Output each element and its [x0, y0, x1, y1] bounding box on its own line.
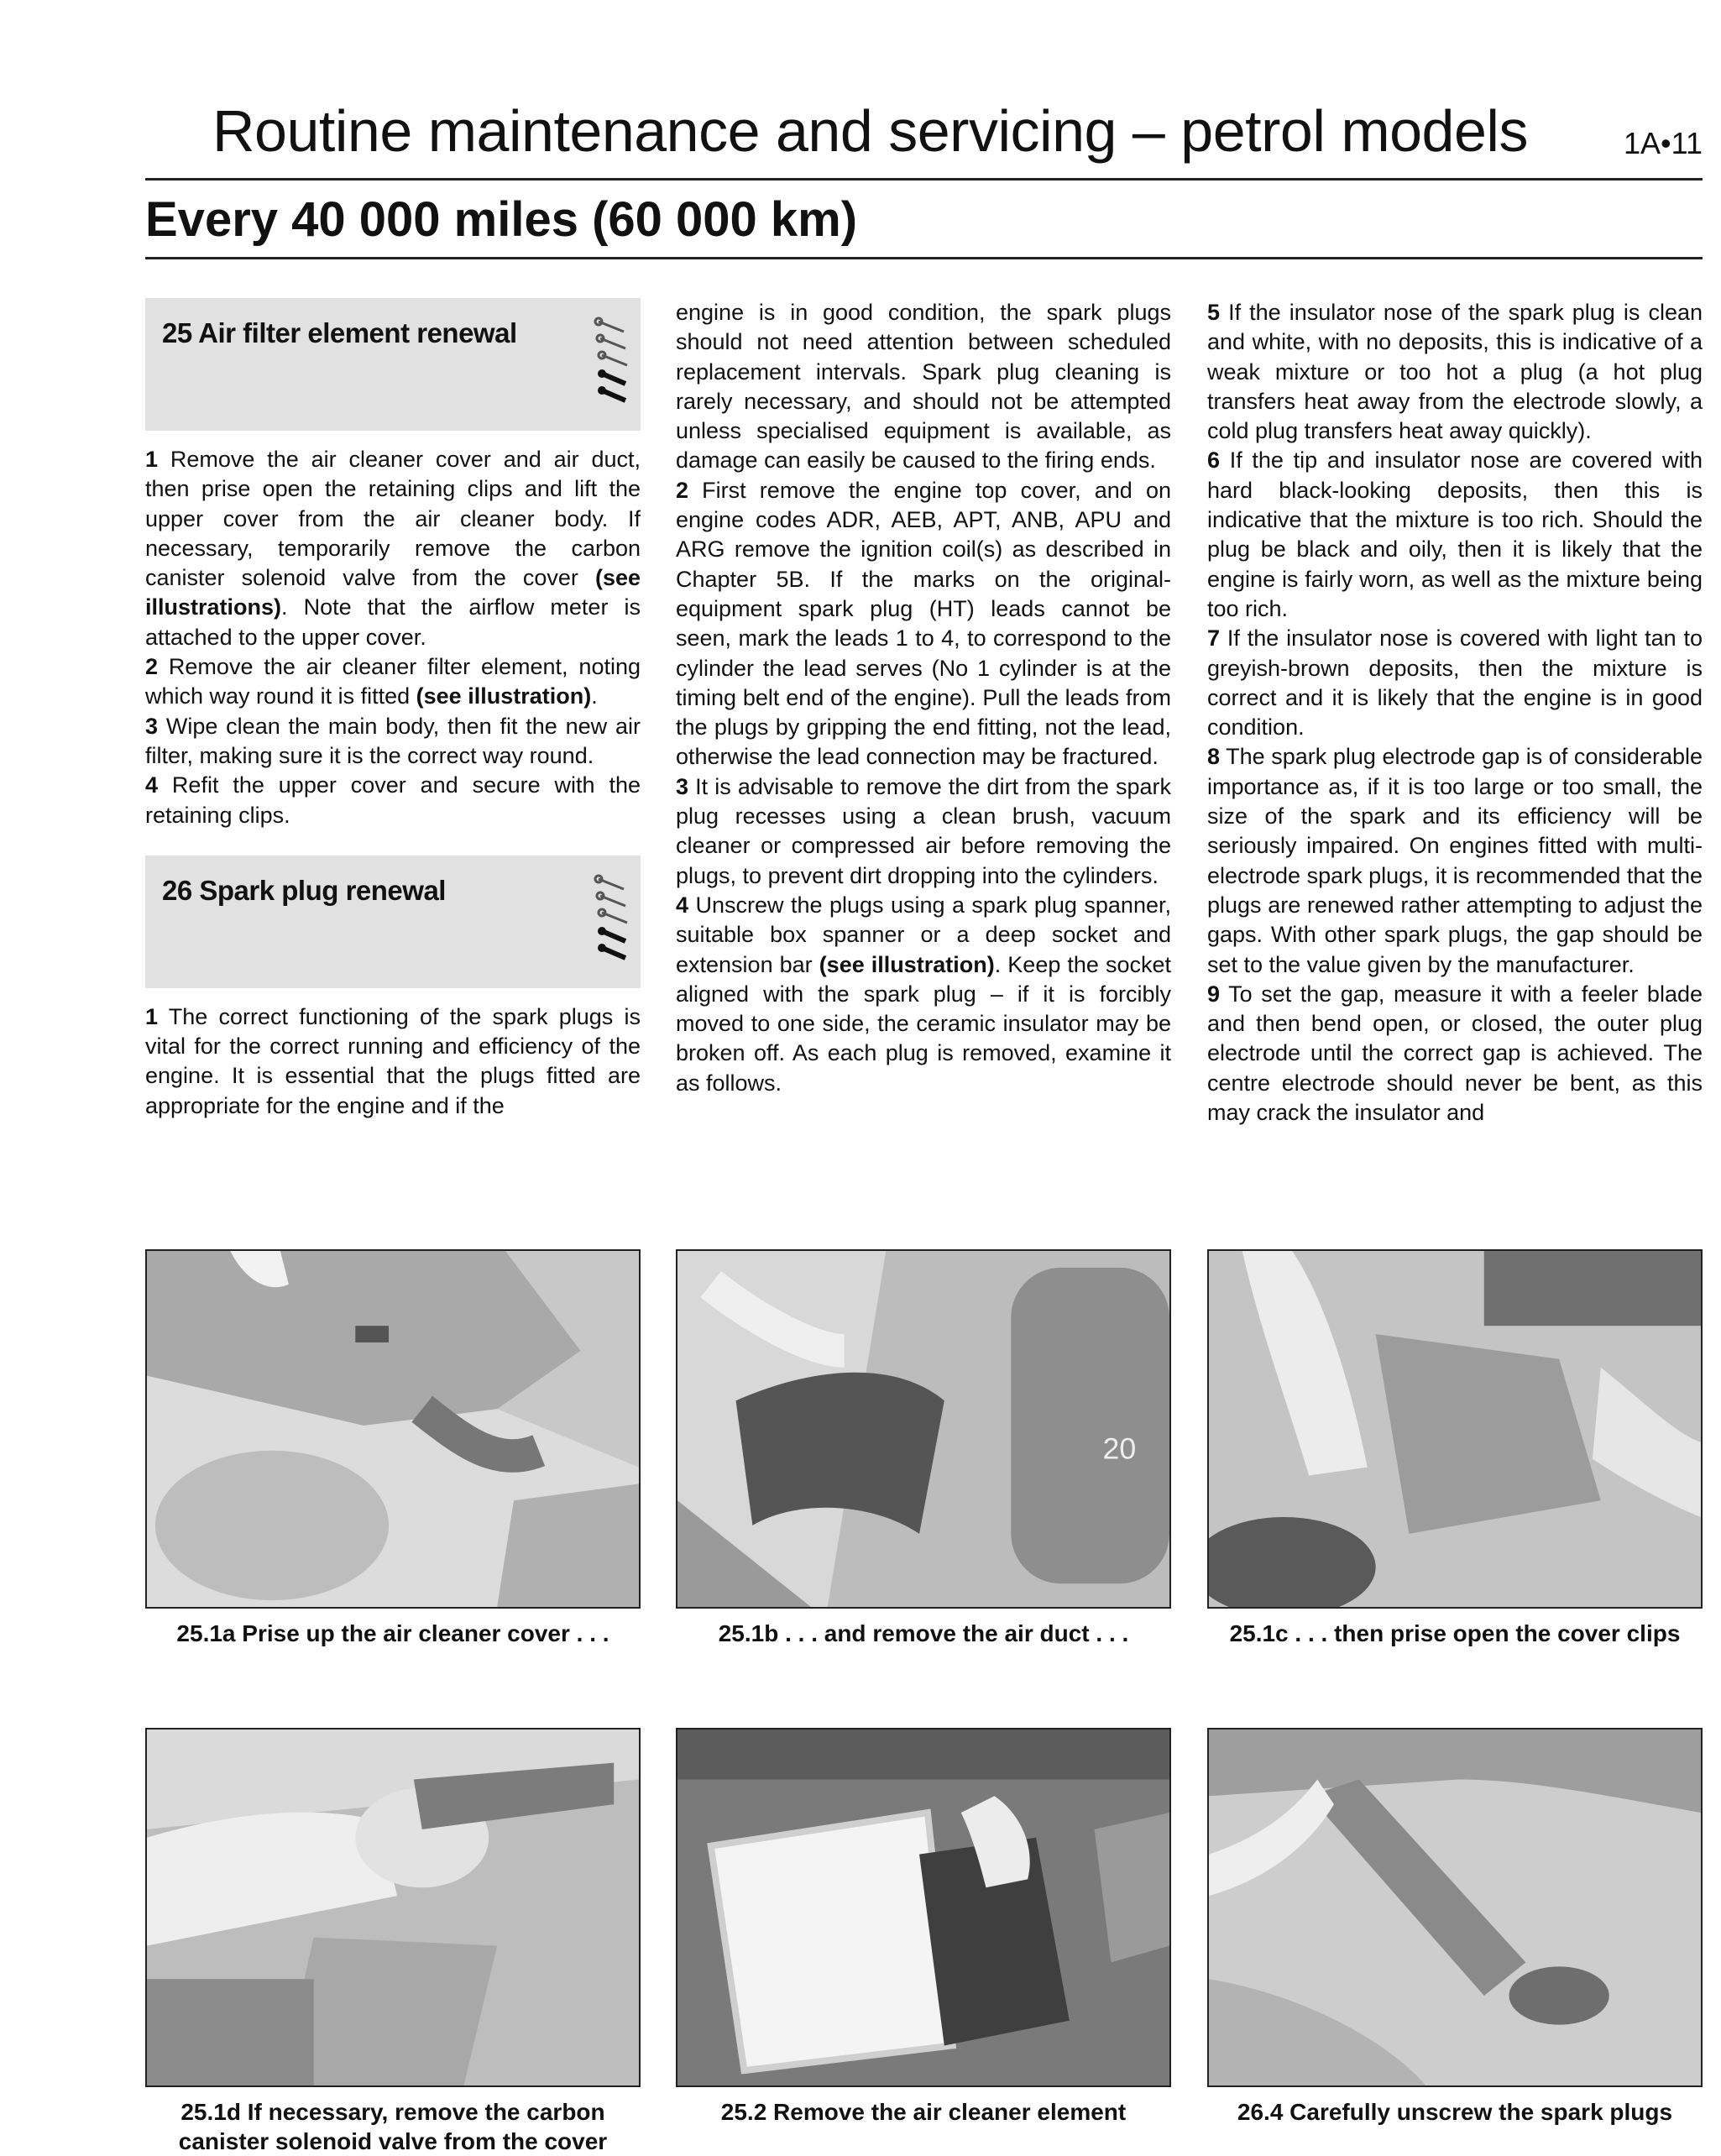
heading-26: 26 Spark plug renewal: [162, 874, 446, 906]
paragraph-26-1: 1 The correct functioning of the spark plugs is vital for the correct running and efficiency of the engine. It is essential that the plugs fitted are appropriate for the engine and if the: [145, 1003, 641, 1118]
section-title: Every 40 000 miles (60 000 km): [145, 192, 858, 247]
page-number: 1A•11: [1623, 126, 1703, 160]
text-column-3: [1207, 298, 1703, 1128]
page-header: [145, 94, 1703, 181]
engine-mark: 20: [1102, 1431, 1137, 1466]
text-column-2: [676, 298, 1171, 1098]
difficulty-spanner-icon: [594, 313, 632, 414]
heading-box-26: [145, 856, 641, 988]
photo-25-1a: [145, 1249, 641, 1609]
paragraph-25-4: 4 Refit the upper cover and secure with the retaining clips.: [145, 772, 641, 828]
page-title: Routine maintenance and servicing – petrol models: [212, 98, 1528, 164]
paragraph-26-3: 3 It is advisable to remove the dirt from the spark plug recesses using a clean brush, vacuum cleaner or compressed air before removing the plugs, to prevent dirt dropping into the cylinders.: [676, 773, 1171, 888]
paragraph-25-2: 2 Remove the air cleaner filter element, noting which way round it is fitted (see illustration).: [145, 654, 641, 709]
caption-25-1d-line-2: canister solenoid valve from the cover: [178, 2128, 608, 2154]
paragraph-26-7: 7 If the insulator nose is covered with light tan to greyish-brown deposits, then the mixture is correct and it is likely that the engine is in good condition.: [1207, 625, 1703, 740]
caption-25-1b: 25.1b . . . and remove the air duct . . .: [718, 1620, 1129, 1646]
paragraph-26-5: 5 If the insulator nose of the spark plug is clean and white, with no deposits, this is indicative of a weak mixture or too hot a plug (a hot plug transfers heat away from the electrode slowly, a cold plug transfers heat away quickly).: [1207, 300, 1703, 444]
heading-box-25: [145, 298, 641, 431]
caption-25-1d-line-1: 25.1d If necessary, remove the carbon: [180, 2099, 605, 2125]
difficulty-spanner-icon: [594, 871, 632, 971]
photo-25-1d: [145, 1728, 641, 2087]
caption-25-2: 25.2 Remove the air cleaner element: [720, 2099, 1127, 2125]
paragraph-26-2: 2 First remove the engine top cover, and on engine codes ADR, AEB, APT, ANB, APU and ARG remove the ignition coil(s) as described in Chapter 5B. If the marks on the original-equipment spark plug (HT) leads cannot be seen, mark the leads 1 to 4, to correspond to the cylinder the lead serves (No 1 cylinder is at the timing belt end of the engine). Pull the leads from the plugs by gripping the end fitting, not the lead, otherwise the lead connection may be fractured.: [676, 477, 1171, 770]
photo-25-1c: [1207, 1249, 1703, 1609]
section-header: [145, 193, 1703, 259]
heading-25: 25 Air filter element renewal: [162, 317, 517, 348]
paragraph-26-8: 8 The spark plug electrode gap is of considerable importance as, if it is too large or too small, the size of the spark and its efficiency will be seriously impaired. On engines fitted with multi-electrode spark plugs, it is recommended that the plugs are renewed rather attempting to adjust the gaps. With other spark plugs, the gap should be set to the value given by the manufacturer.: [1207, 744, 1703, 977]
paragraph-25-1: 1 Remove the air cleaner cover and air duct, then prise open the retaining clips and lift the upper cover from the air cleaner body. If necessary, temporarily remove the carbon canister solenoid valve from the cover (see illustrations). Note that the airflow meter is attached to the upper cover.: [145, 447, 641, 650]
caption-25-1a: 25.1a Prise up the air cleaner cover . . .: [176, 1620, 609, 1646]
photo-25-1b: [676, 1249, 1171, 1609]
paragraph-26-9: 9 To set the gap, measure it with a feeler blade and then bend open, or closed, the outer plug electrode until the correct gap is achieved. The centre electrode should never be bent, as this may crack the insulator and: [1207, 981, 1703, 1126]
paragraph-26-1-cont: engine is in good condition, the spark plugs should not need attention between scheduled replacement intervals. Spark plug cleaning is rarely necessary, and should not be attempted unless specialised equipment is available, as damage can easily be caused to the firing ends.: [676, 300, 1171, 474]
caption-25-1d: [145, 2097, 641, 2156]
paragraph-26-6: 6 If the tip and insulator nose are covered with hard black-looking deposits, then this is indicative that the mixture is too rich. Should the plug be black and oily, then it is likely that the engine is fairly worn, as well as the mixture being too rich.: [1207, 447, 1703, 621]
paragraph-25-3: 3 Wipe clean the main body, then fit the new air filter, making sure it is the correct way round.: [145, 713, 641, 768]
photo-26-4: [1207, 1728, 1703, 2087]
caption-26-4: 26.4 Carefully unscrew the spark plugs: [1237, 2099, 1673, 2125]
text-column-1: [145, 298, 641, 1121]
paragraph-26-4: 4 Unscrew the plugs using a spark plug spanner, suitable box spanner or a deep socket and extension bar (see illustration). Keep the socket aligned with the spark plug – if it is forcibly moved to one side, the ceramic insulator may be broken off. As each plug is removed, examine it as follows.: [676, 892, 1171, 1096]
photo-25-2: [676, 1728, 1171, 2087]
caption-25-1c: 25.1c . . . then prise open the cover clips: [1229, 1620, 1681, 1646]
